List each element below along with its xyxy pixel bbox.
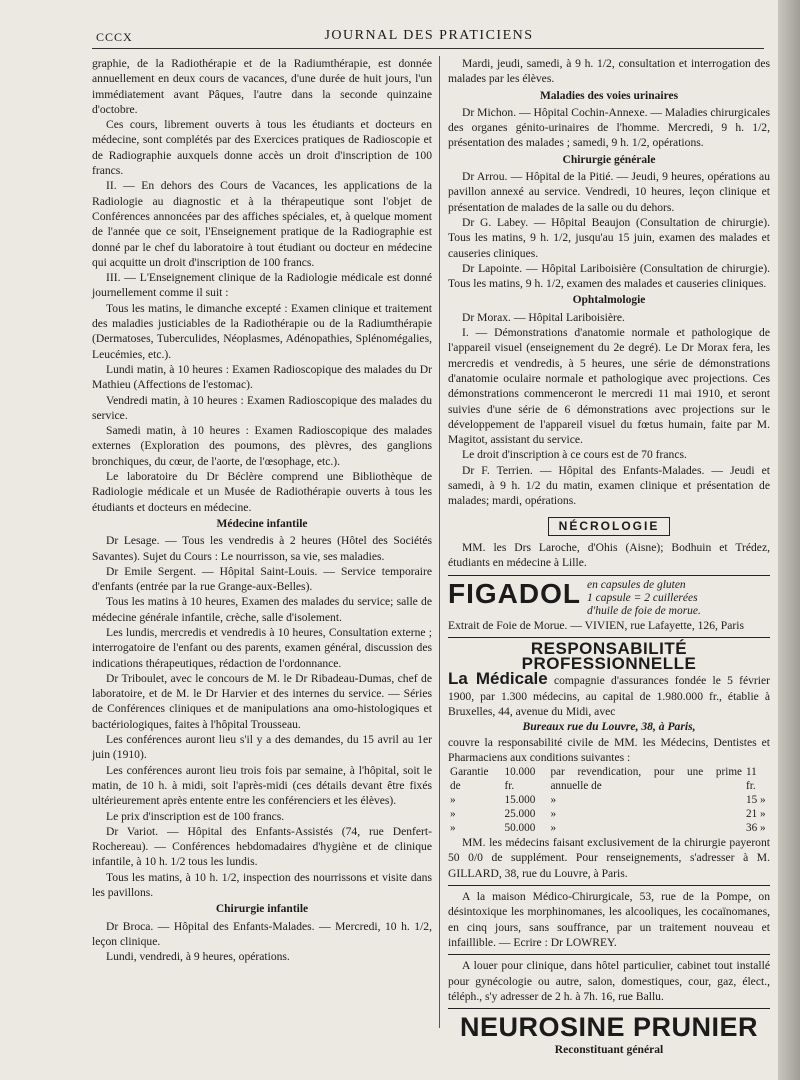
- paragraph: Lundi, vendredi, à 9 heures, opérations.: [106, 950, 290, 964]
- paragraph: Le droit d'inscription à ce cours est de 70 francs.: [462, 448, 687, 462]
- maison-ad: [448, 885, 770, 950]
- maison-text: A la maison Médico-Chirurgicale, 53, rue de la Pompe, on désintoxique les morphinomanes, les alcooliques, les cocaïnomanes, en cinq jours, sans souffrance, par un traitement nouveau et infaillible. — Ecrire : Dr LOWREY.: [448, 890, 770, 949]
- table-cell: 15 »: [746, 794, 766, 807]
- neurosine-brand: NEUROSINE PRUNIER: [459, 1012, 759, 1043]
- table-row: [448, 807, 770, 821]
- page-edge: [778, 0, 800, 1080]
- paragraph: Tous les matins, à 10 h. 1/2, inspection des nourrissons et visite dans les pavillons.: [92, 870, 432, 900]
- paragraph: Les conférences auront lieu s'il y a des demandes, du 15 avril au 1er juin (1910).: [92, 733, 432, 762]
- right-column: [448, 56, 770, 1057]
- paragraph: Dr Emile Sergent. — Hôpital Saint-Louis. — Service temporaire d'enfants (entrée par la rue Grange-aux-Belles).: [92, 564, 432, 594]
- figadol-address: Extrait de Foie de Morue. — VIVIEN, rue Lafayette, 126, Paris: [448, 618, 744, 632]
- page-header: [96, 28, 762, 48]
- paragraph: Mardi, jeudi, samedi, à 9 h. 1/2, consultation et interrogation des malades par les élèves.: [448, 57, 770, 86]
- responsabilite-text-2: couvre la responsabilité civile de MM. les Médecins, Dentistes et Pharmaciens aux conditions suivantes :: [448, 735, 770, 764]
- figadol-tagline-1: en capsules de gluten: [587, 578, 686, 591]
- page-folio: CCCX: [96, 30, 133, 44]
- table-row: [448, 765, 770, 793]
- header-rule: [92, 48, 764, 49]
- table-cell: 21 »: [746, 808, 766, 821]
- responsabilite-title: RESPONSABILITÉ PROFESSIONNELLE: [521, 638, 697, 674]
- table-cell: 11 fr.: [746, 766, 757, 793]
- paragraph: Les conférences auront lieu trois fois par semaine, à l'hôpital, soit le matin, de 10 h. à midi, soit l'après-midi (ces détails devant être fixés ultérieurement après entente entre les conférenciers et les élèves).: [92, 763, 432, 808]
- section-heading: Maladies des voies urinaires: [539, 89, 679, 102]
- table-cell: par revendication, pour une prime annuelle de: [550, 766, 742, 793]
- figadol-tagline-3: d'huile de foie de morue.: [587, 604, 701, 617]
- paragraph: Dr Morax. — Hôpital Lariboisière.: [462, 310, 625, 324]
- figadol-ad: [448, 575, 770, 633]
- paragraph: Dr F. Terrien. — Hôpital des Enfants-Malades. — Jeudi et samedi, à 9 h. 1/2 du matin, examen clinique et présentation de malades; mardi, opérations.: [448, 463, 770, 508]
- section-heading: Chirurgie générale: [562, 153, 656, 166]
- journal-title: JOURNAL DES PRATICIENS: [324, 28, 534, 43]
- responsabilite-text-1: compagnie d'assurances fondée le 5 février 1900, par 1.300 médecins, au capital de 1.980.000 fr., établie à Bruxelles, 44, avenue du Midi, avec: [448, 674, 770, 718]
- necrology-title: NÉCROLOGIE: [548, 517, 671, 536]
- table-cell: 50.000: [504, 822, 536, 835]
- paragraph: Dr Lapointe. — Hôpital Lariboisière (Consultation de chirurgie). Tous les matins, 9 h. 1/2, examen des malades et causeries cliniques.: [448, 261, 770, 291]
- paragraph: Samedi matin, à 10 heures : Examen Radioscopique des malades externes (Exploration des poumons, des plèvres, des ganglions bronchiques, du cœur, de l'aorte, de l'œsophage, etc.).: [92, 424, 432, 468]
- table-cell: »: [450, 794, 456, 807]
- column-divider: [439, 56, 440, 1028]
- necrology-heading: [448, 517, 770, 536]
- table-row: [448, 821, 770, 835]
- section-heading: Chirurgie infantile: [215, 903, 309, 916]
- paragraph: Dr Arrou. — Hôpital de la Pitié. — Jeudi, 9 heures, opérations au pavillon annexé au service. Vendredi, 10 heures, leçon clinique et présentation de malades de la salle ou du dehors.: [448, 170, 770, 214]
- table-cell: 10.000 fr.: [504, 766, 536, 793]
- paragraph: graphie, de la Radiothérapie et de la Radiumthérapie, est donnée annuellement en deux cours de vacances, d'une durée de huit jours, l'un immédiatement avant Pâques, l'autre dans la seconde quinzaine d'octobre.: [92, 57, 432, 116]
- responsabilite-bureaux: Bureaux rue du Louvre, 38, à Paris,: [522, 720, 696, 734]
- table-cell: 25.000: [504, 808, 536, 821]
- responsabilite-text-3: MM. les médecins faisant exclusivement de la chirurgie payeront 50 0/0 de supplément. Pour renseignements, s'adresser à M. GILLARD, 38, rue du Louvre, à Paris.: [448, 836, 770, 880]
- table-cell: »: [550, 822, 557, 835]
- paragraph: Lundi matin, à 10 heures : Examen Radioscopique des malades du Dr Mathieu (Affections de l'estomac).: [92, 362, 432, 392]
- table-row: [448, 793, 770, 807]
- paragraph: Dr Triboulet, avec le concours de M. le Dr Ribadeau-Dumas, chef de laboratoire, et de M. le Dr Harvier et des internes du service. — Séries de Conférences cliniques et de manipulations ana omo-histologiques et bactériologiques, faites à l'hôpital Trousseau.: [92, 671, 432, 731]
- paragraph: I. — Démonstrations d'anatomie normale et pathologique de l'appareil visuel (enseignement du 2e degré). Le Dr Morax fera, les mercredis et vendredis, à 5 heures, une série de démonstrations d'anatomie oculaire normale et pathologique avec projections. Ces démonstrations commenceront le mercredi 11 mai 1910, et seront suivies d'une série de 6 démonstrations avec projections sur le développement de l'appareil visuel du fœtus humain, faite par M. Magitot, assistant du service.: [448, 326, 770, 447]
- table-cell: 15.000: [504, 794, 536, 807]
- table-cell: Garantie de: [450, 766, 489, 793]
- responsabilite-ad: [448, 637, 770, 881]
- neurosine-ad: [448, 1008, 770, 1057]
- section-heading: Médecine infantile: [216, 517, 308, 530]
- paragraph: Dr Lesage. — Tous les vendredis à 2 heures (Hôtel des Sociétés Savantes). Sujet du Cours : Le nourrisson, sa vie, ses maladies.: [92, 534, 432, 563]
- paragraph: Le prix d'inscription est de 100 francs.: [106, 809, 285, 823]
- paragraph: Le laboratoire du Dr Béclère comprend une Bibliothèque de Radiologie médicale et un Musée de Radiothérapie ouverts à tous les étudiants et docteurs en médecine.: [92, 470, 432, 514]
- table-cell: »: [550, 794, 557, 807]
- louer-ad: [448, 954, 770, 1004]
- la-medicale-brand: La Médicale: [448, 669, 548, 689]
- paragraph: Vendredi matin, à 10 heures : Examen Radioscopique des malades du service.: [92, 393, 432, 422]
- paragraph: Dr Broca. — Hôpital des Enfants-Malades. — Mercredi, 10 h. 1/2, leçon clinique.: [92, 919, 432, 948]
- paragraph: Dr Michon. — Hôpital Cochin-Annexe. — Maladies chirurgicales des organes génito-urinaires de l'homme. Mercredi, 9 h. 1/2, présentation des malades ; samedi, 9 h. 1/2, opérations.: [448, 105, 770, 150]
- paragraph: Les lundis, mercredis et vendredis à 10 heures, Consultation externe ; interrogatoire de l'enfant ou des parents, examen général, discussion des indications thérapeutiques, rédaction de l'ordonnance.: [92, 625, 432, 670]
- figadol-tagline-2: 1 capsule = 2 cuillerées: [587, 591, 698, 604]
- left-column: [92, 56, 432, 965]
- neurosine-subtitle: Reconstituant général: [554, 1043, 664, 1057]
- paragraph: Dr Variot. — Hôpital des Enfants-Assistés (74, rue Denfert-Rochereau). — Conférences hebdomadaires d'hygiène et de clinique infantile, à 10 h. 1/2 tous les lundis.: [92, 824, 432, 869]
- table-cell: »: [450, 822, 456, 835]
- paragraph: Ces cours, librement ouverts à tous les étudiants et docteurs en médecine, sont complétés par des Exercices pratiques de Radioscopie et de Radiographie auxquels donne accès un droit d'inscription de 100 francs.: [92, 118, 432, 178]
- paragraph: II. — En dehors des Cours de Vacances, les applications de la Radiologie au diagnostic et à la thérapeutique sont l'objet de Conférences annoncées par des affiches spéciales, et, à quelque moment de l'année que ce soit, l'Enseignement pratique de la Radiographie est donné par le chef du laboratoire à tout étudiant ou docteur en médecine qui acquitte un droit d'inscription de 100 francs.: [92, 179, 432, 269]
- premium-table: [448, 765, 770, 835]
- paragraph: Dr G. Labey. — Hôpital Beaujon (Consultation de chirurgie). Tous les matins, 9 h. 1/2, jusqu'au 15 juin, examen des malades et causeries cliniques.: [448, 215, 770, 260]
- paragraph: Tous les matins, le dimanche excepté : Examen clinique et traitement des maladies justiciables de la Radiothérapie ou de la Radiumthérapie (Dermatoses, Tuberculides, Néoplasmes, Adénopathies, Splénomégalies, Leucémies, etc.).: [92, 301, 432, 361]
- table-cell: »: [450, 808, 456, 821]
- paragraph: III. — L'Enseignement clinique de la Radiologie médicale est donné journellement comme il suit :: [92, 271, 432, 300]
- table-cell: »: [550, 808, 557, 821]
- table-cell: 36 »: [746, 822, 766, 835]
- figadol-brand: FIGADOL: [448, 577, 581, 609]
- louer-text: A louer pour clinique, dans hôtel particulier, cabinet tout installé pour gynécologie ou autre, salon, domestiques, cour, gaz, élect., téléph., s'y adresser de 2 h. à 7h. 16, rue Ballu.: [448, 959, 770, 1003]
- paragraph: Tous les matins à 10 heures, Examen des malades du service; salle de médecine générale infantile, crèche, salle d'isolement.: [92, 595, 432, 624]
- section-heading: Ophtalmologie: [572, 294, 646, 307]
- necrology-text: MM. les Drs Laroche, d'Ohis (Aisne); Bodhuin et Trédez, étudiants en médecine à Lille.: [448, 540, 770, 570]
